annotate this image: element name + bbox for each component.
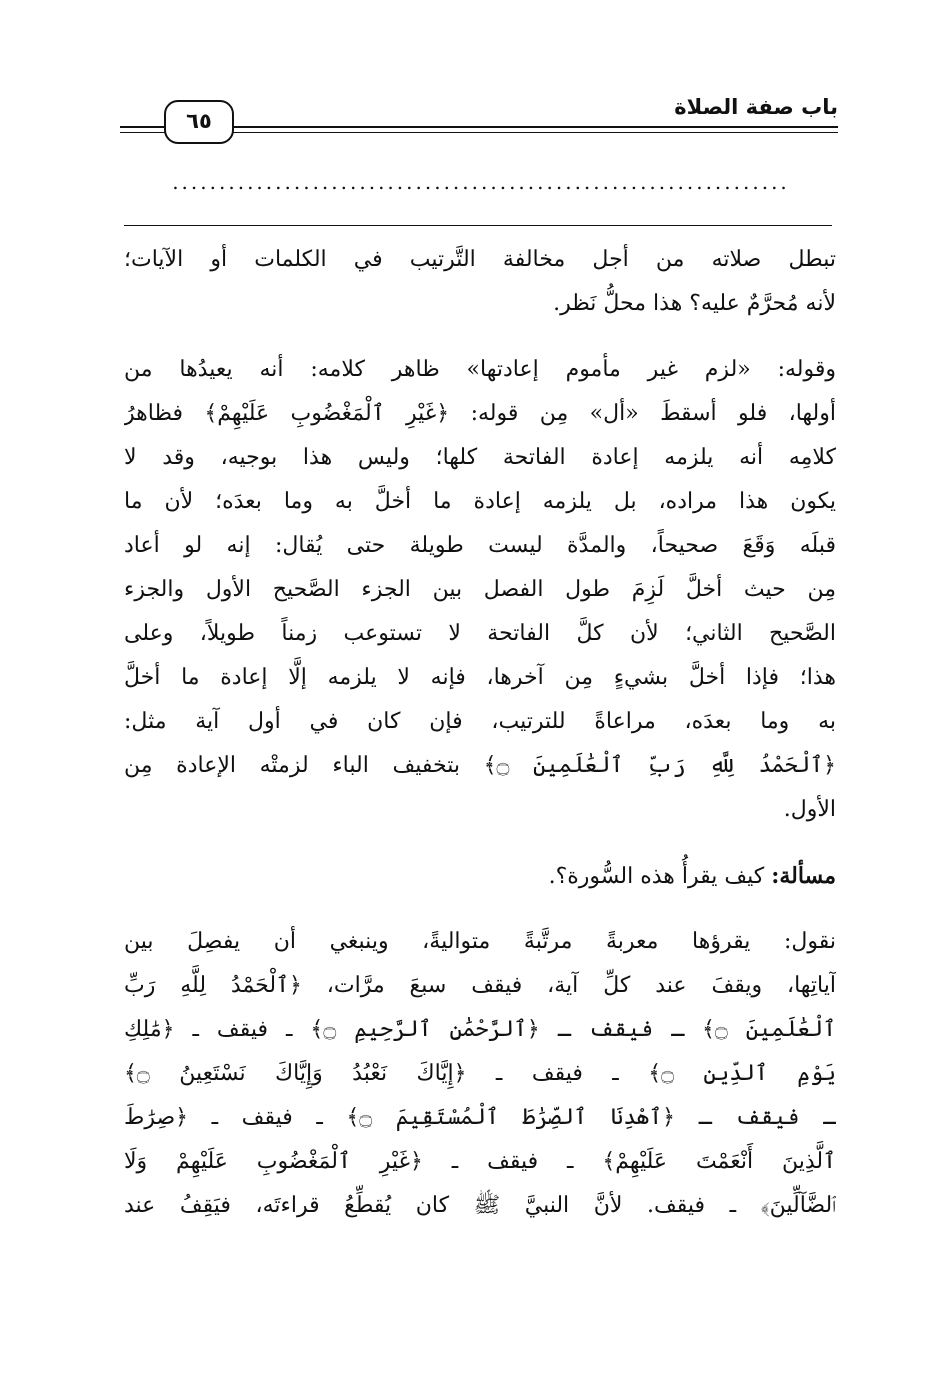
question-term: مسألة: <box>771 863 836 889</box>
text-line: كلامِه أنه يلزمه إعادة الفاتحة كلها؛ وليس هذا بوجيه، وقد لا <box>124 445 836 470</box>
question-line <box>124 854 836 898</box>
header-rule-thick <box>228 126 838 128</box>
dotted-separator: .................................................................. <box>172 170 790 194</box>
text-line: به وما بعدَه، مراعاةً للترتيب، فإن كان في أول آية مثل: <box>124 709 836 734</box>
text-line: هذا؛ فإذا أخلَّ بشيءٍ مِن آخرها، فإنه لا يلزمه إلَّا إعادة ما أخلَّ <box>124 665 836 690</box>
page-number: ٦٥ <box>164 100 234 144</box>
text-line: يكون هذا مراده، بل يلزمه إعادة ما أخلَّ به وما بعدَه؛ لأن ما <box>124 489 836 514</box>
text-line: وقوله: «لزم غير مأموم إعادتها» ظاهر كلامه: أنه يعيدُها من <box>124 357 836 382</box>
text-line: الصَّحيح الثاني؛ لأن كلَّ الفاتحة لا تستوعب زمناً طويلاً، وعلى <box>124 621 836 646</box>
text-line: لأنه مُحرَّمٌ عليه؟ هذا محلُّ نَظر. <box>553 291 836 316</box>
text-line: آياتِها، ويقفَ عند كلِّ آية، فيقف سبعَ مرَّات، ﴿ٱلْحَمْدُ لِلَّهِ رَبِّ <box>124 973 836 998</box>
text-line: يَوْمِ ٱلدِّينِ ۝﴾ ـ فيقف ـ ﴿إِيَّاكَ نَعْبُدُ وَإِيَّاكَ نَسْتَعِينُ ۝﴾ <box>124 1061 836 1086</box>
text-line: نقول: يقرؤها معربةً مرتَّبةً متواليةً، وينبغي أن يفصِلَ بين <box>124 929 836 954</box>
text-line: ٱلضَّآلِّينَ﴾ ـ فيقف. لأنَّ النبيَّ ﷺ كان يُقطِّعُ قراءتَه، فيَقِفُ عند <box>124 1193 836 1218</box>
text-line: أولها، فلو أسقطَ «أل» مِن قوله: ﴿غَيْرِ ٱلْمَغْضُوبِ عَلَيْهِمْ﴾ فظاهرُ <box>124 401 836 426</box>
page-body <box>124 238 836 1228</box>
text-line: تبطل صلاته من أجل مخالفة التَّرتيب في الكلمات أو الآيات؛ <box>124 247 836 272</box>
text-line: الأول. <box>783 797 836 822</box>
header-rule-left-thin <box>120 132 166 133</box>
text-line: ٱلَّذِينَ أَنْعَمْتَ عَلَيْهِمْ﴾ ـ فيقف ـ ﴿غَيْرِ ٱلْمَغْضُوبِ عَلَيْهِمْ وَلَا <box>124 1149 836 1174</box>
text-line: ٱلْعَٰلَمِينَ ۝﴾ ـ فيقف ـ ﴿ٱلرَّحْمَٰنِ ٱلرَّحِيمِ ۝﴾ ـ فيقف ـ ﴿مَٰلِكِ <box>124 1017 836 1042</box>
page-header <box>120 92 838 152</box>
text-line: قبلَه وَقَعَ صحيحاً، والمدَّة ليست طويلة حتى يُقال: إنه لو أعاد <box>124 533 836 558</box>
text-line: مِن حيث أخلَّ لَزِمَ طول الفصل بين الجزء الصَّحيح الأول والجزء <box>124 577 836 602</box>
text-line: ـ فيقف ـ ﴿ٱهْدِنَا ٱلصِّرَٰطَ ٱلْمُسْتَقِيمَ ۝﴾ ـ فيقف ـ ﴿صِرَٰطَ <box>124 1105 836 1130</box>
question-text: كيف يقرأُ هذه السُّورة؟. <box>548 864 772 889</box>
chapter-title: باب صفة الصلاة <box>674 95 838 119</box>
divider-line <box>124 225 832 226</box>
text-line: ﴿ٱلْحَمْدُ لِلَّهِ رَبِّ ٱلْعَٰلَمِينَ ۝﴾ بتخفيف الباء لزمتْه الإعادة مِن <box>124 753 836 778</box>
header-rule-thin <box>228 132 838 133</box>
header-rule-left-thick <box>120 126 166 128</box>
